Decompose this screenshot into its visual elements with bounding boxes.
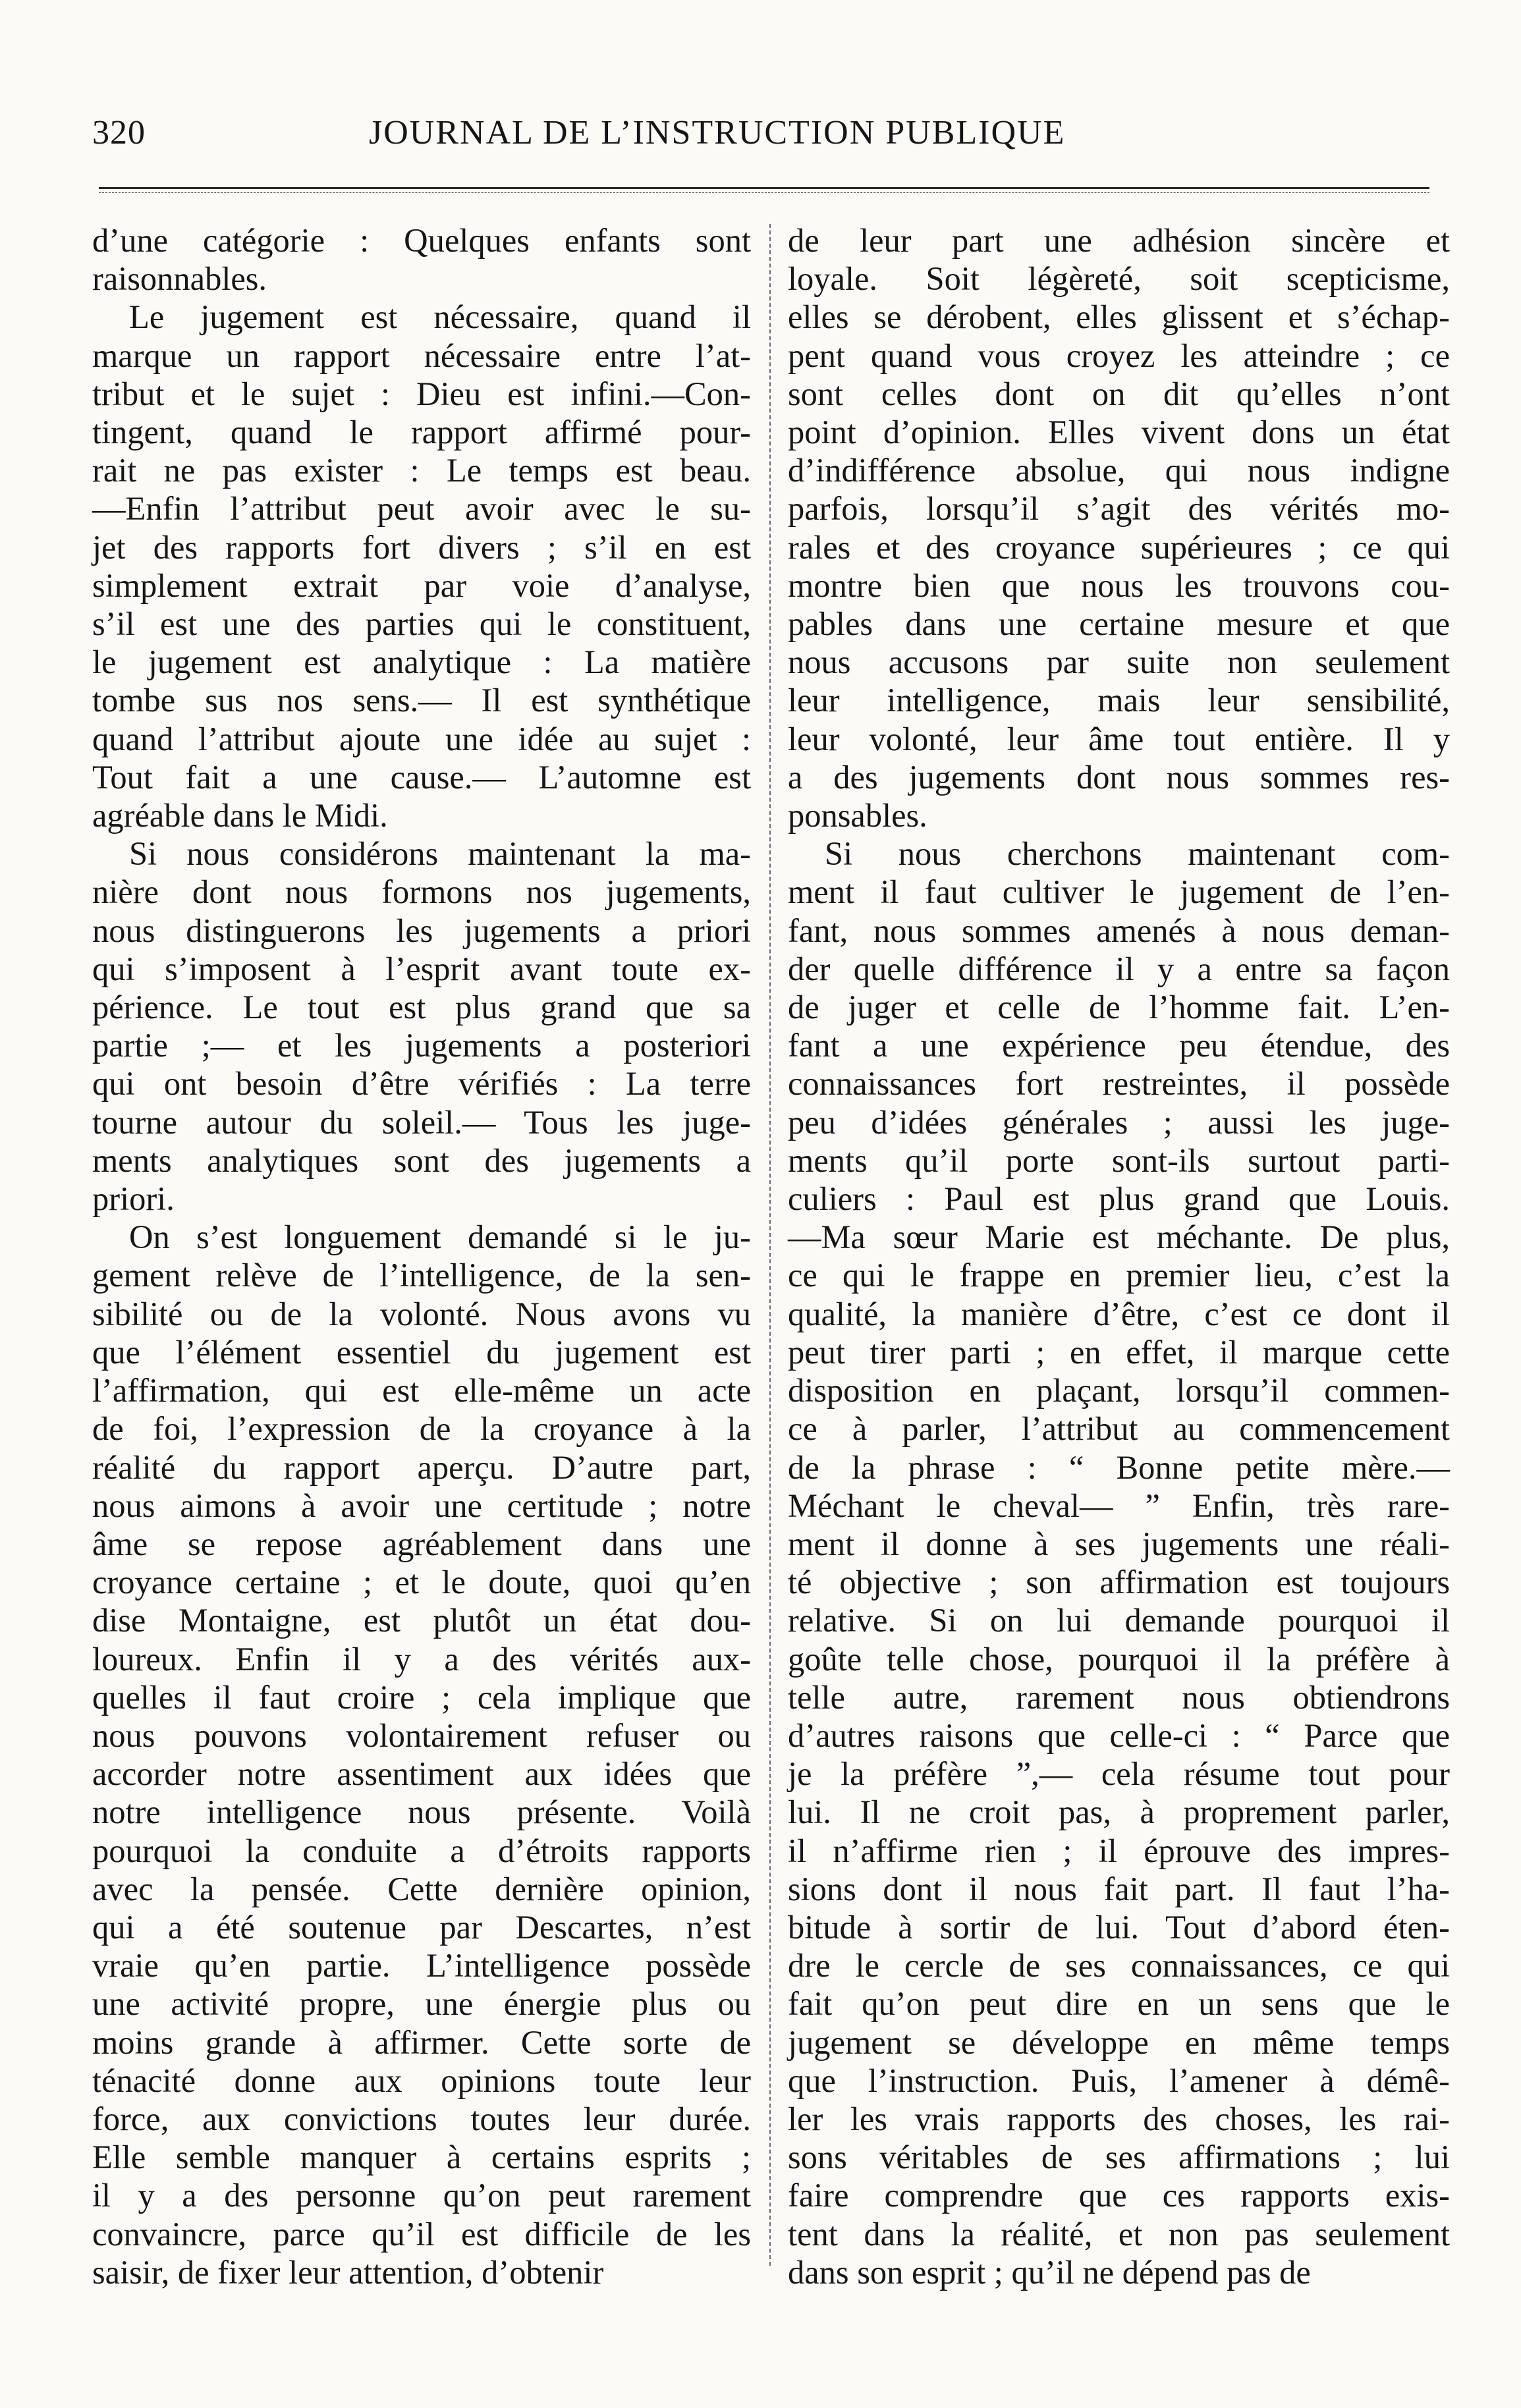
text-line: ce qui le frappe en premier lieu, c’est la [788, 1257, 1450, 1294]
text-line: accorder notre assentiment aux idées que [92, 1755, 751, 1793]
text-line: qui a été soutenue par Descartes, n’est [92, 1908, 751, 1946]
text-line: On s’est longuement demandé si le ju- [129, 1218, 751, 1256]
text-line: d’une catégorie : Quelques enfants sont [92, 222, 751, 259]
text-line: ments analytiques sont des jugements a [92, 1141, 751, 1179]
text-line: loureux. Enfin il y a des vérités aux- [92, 1640, 751, 1678]
text-line: culiers : Paul est plus grand que Louis. [788, 1180, 1450, 1218]
text-line: nous distinguerons les jugements a priori [92, 912, 751, 949]
text-line: sibilité ou de la volonté. Nous avons vu [92, 1295, 751, 1332]
text-line: ténacité donne aux opinions toute leur [92, 2062, 751, 2099]
text-line: Elle semble manquer à certains esprits ; [92, 2139, 751, 2176]
text-line: saisir, de fixer leur attention, d’obtenir [92, 2253, 604, 2291]
left-column [92, 221, 751, 2291]
text-line: réalité du rapport aperçu. D’autre part, [92, 1448, 751, 1486]
text-line: nous aimons à avoir une certitude ; notre [92, 1487, 751, 1524]
text-line: nière dont nous formons nos jugements, [92, 873, 751, 911]
text-line: périence. Le tout est plus grand que sa [92, 989, 751, 1026]
text-line: ments qu’il porte sont-ils surtout parti- [788, 1141, 1450, 1179]
text-line: convaincre, parce qu’il est difficile de les [92, 2215, 751, 2253]
text-line: pables dans une certaine mesure et que [788, 605, 1450, 643]
text-line: parfois, lorsqu’il s’agit des vérités mo- [788, 490, 1450, 528]
text-line: bitude à sortir de lui. Tout d’abord éten- [788, 1908, 1450, 1946]
text-line: de juger et celle de l’homme fait. L’en- [788, 989, 1450, 1026]
text-line: tribut et le sujet : Dieu est infini.—Con- [92, 375, 751, 412]
text-line: qui s’imposent à l’esprit avant toute ex- [92, 950, 751, 987]
text-line: il n’affirme rien ; il éprouve des impres- [788, 1832, 1450, 1869]
text-line: ponsables. [788, 797, 927, 835]
text-line: fant, nous sommes amenés à nous deman- [788, 912, 1450, 949]
text-line: der quelle différence il y a entre sa façon [788, 950, 1450, 987]
text-line: je la préfère ”,— cela résume tout pour [788, 1755, 1450, 1793]
text-line: simplement extrait par voie d’analyse, [92, 566, 751, 604]
text-line: avec la pensée. Cette dernière opinion, [92, 1870, 751, 1907]
text-line: il y a des personne qu’on peut rarement [92, 2177, 751, 2214]
text-line: leur volonté, leur âme tout entière. Il y [788, 720, 1450, 757]
text-line: a des jugements dont nous sommes res- [788, 758, 1450, 796]
text-line: rait ne pas exister : Le temps est beau. [92, 452, 751, 489]
text-line: croyance certaine ; et le doute, quoi qu’en [92, 1564, 751, 1601]
text-line: connaissances fort restreintes, il possède [788, 1065, 1450, 1103]
text-line: quand l’attribut ajoute une idée au sujet : [92, 720, 751, 757]
text-line: elles se dérobent, elles glissent et s’échap- [788, 298, 1450, 336]
text-line: montre bien que nous les trouvons cou- [788, 566, 1450, 604]
column-divider [769, 224, 771, 2266]
text-line: sions dont il nous fait part. Il faut l’ha- [788, 1870, 1450, 1907]
text-line: té objective ; son affirmation est toujours [788, 1564, 1450, 1601]
text-line: point d’opinion. Elles vivent dons un état [788, 414, 1450, 451]
text-line: pourquoi la conduite a d’étroits rapports [92, 1832, 751, 1869]
text-line: tent dans la réalité, et non pas seulement [788, 2215, 1450, 2253]
text-line: sons véritables de ses affirmations ; lui [788, 2139, 1450, 2176]
text-line: Tout fait a une cause.— L’automne est [92, 758, 751, 796]
text-line: fait qu’on peut dire en un sens que le [788, 1985, 1450, 2023]
page-number: 320 [92, 114, 146, 151]
text-line: tingent, quand le rapport affirmé pour- [92, 414, 751, 451]
text-line: raisonnables. [92, 260, 267, 298]
text-line: relative. Si on lui demande pourquoi il [788, 1602, 1450, 1639]
text-line: marque un rapport nécessaire entre l’at- [92, 337, 751, 374]
text-line: dre le cercle de ses connaissances, ce qui [788, 1947, 1450, 1984]
text-line: disposition en plaçant, lorsqu’il commen- [788, 1372, 1450, 1409]
text-line: moins grande à affirmer. Cette sorte de [92, 2023, 751, 2061]
running-head: JOURNAL DE L’INSTRUCTION PUBLIQUE [369, 114, 1066, 151]
text-line: nous accusons par suite non seulement [788, 643, 1450, 681]
text-line: dise Montaigne, est plutôt un état dou- [92, 1602, 751, 1639]
text-line: ment il donne à ses jugements une réali- [788, 1525, 1450, 1562]
text-line: une activité propre, une énergie plus ou [92, 1985, 751, 2023]
text-line: de la phrase : “ Bonne petite mère.— [788, 1448, 1450, 1486]
text-line: s’il est une des parties qui le constituent, [92, 605, 751, 643]
text-line: Méchant le cheval— ” Enfin, très rare- [788, 1487, 1450, 1524]
text-line: tourne autour du soleil.— Tous les juge- [92, 1103, 751, 1141]
header-rule-secondary [99, 192, 1429, 193]
text-line: ment il faut cultiver le jugement de l’en- [788, 873, 1450, 911]
text-line: tombe sus nos sens.— Il est synthétique [92, 682, 751, 719]
text-line: priori. [92, 1180, 175, 1218]
text-line: peu d’idées générales ; aussi les juge- [788, 1103, 1450, 1141]
text-line: l’affirmation, qui est elle-même un acte [92, 1372, 751, 1409]
text-line: qualité, la manière d’être, c’est ce dont il [788, 1295, 1450, 1332]
text-line: gement relève de l’intelligence, de la sen- [92, 1257, 751, 1294]
right-column [788, 221, 1450, 2291]
text-line: ler les vrais rapports des choses, les rai- [788, 2100, 1450, 2137]
text-line: pent quand vous croyez les atteindre ; ce [788, 337, 1450, 374]
text-line: nous pouvons volontairement refuser ou [92, 1716, 751, 1754]
text-line: lui. Il ne croit pas, à proprement parler, [788, 1793, 1450, 1831]
text-line: rales et des croyance supérieures ; ce qui [788, 528, 1450, 566]
text-line: peut tirer parti ; en effet, il marque cette [788, 1333, 1450, 1371]
text-line: de leur part une adhésion sincère et [788, 222, 1450, 259]
text-line: —Ma sœur Marie est méchante. De plus, [788, 1218, 1450, 1256]
text-line: faire comprendre que ces rapports exis- [788, 2177, 1450, 2214]
text-line: vraie qu’en partie. L’intelligence possède [92, 1947, 751, 1984]
text-line: que l’élément essentiel du jugement est [92, 1333, 751, 1371]
text-line: d’autres raisons que celle-ci : “ Parce que [788, 1716, 1450, 1754]
text-line: dans son esprit ; qu’il ne dépend pas de [788, 2253, 1311, 2291]
text-line: loyale. Soit légèreté, soit scepticisme, [788, 260, 1450, 298]
text-line: notre intelligence nous présente. Voilà [92, 1793, 751, 1831]
text-line: d’indifférence absolue, qui nous indigne [788, 452, 1450, 489]
text-line: de foi, l’expression de la croyance à la [92, 1410, 751, 1448]
text-line: agréable dans le Midi. [92, 797, 388, 835]
text-line: Si nous cherchons maintenant com- [825, 835, 1450, 873]
text-line: Le jugement est nécessaire, quand il [129, 298, 751, 336]
text-line: âme se repose agréablement dans une [92, 1525, 751, 1562]
header-rule [99, 187, 1429, 189]
text-line: goûte telle chose, pourquoi il la préfère à [788, 1640, 1450, 1678]
text-line: —Enfin l’attribut peut avoir avec le su- [92, 490, 751, 528]
text-line: fant a une expérience peu étendue, des [788, 1027, 1450, 1064]
text-line: telle autre, rarement nous obtiendrons [788, 1678, 1450, 1716]
text-line: quelles il faut croire ; cela implique que [92, 1678, 751, 1716]
text-line: qui ont besoin d’être vérifiés : La terre [92, 1065, 751, 1103]
text-line: jugement se développe en même temps [788, 2023, 1450, 2061]
text-line: ce à parler, l’attribut au commencement [788, 1410, 1450, 1448]
text-line: Si nous considérons maintenant la ma- [129, 835, 751, 873]
text-line: force, aux convictions toutes leur durée. [92, 2100, 751, 2137]
text-line: partie ;— et les jugements a posteriori [92, 1027, 751, 1064]
text-line: le jugement est analytique : La matière [92, 643, 751, 681]
text-line: sont celles dont on dit qu’elles n’ont [788, 375, 1450, 412]
text-line: jet des rapports fort divers ; s’il en est [92, 528, 751, 566]
text-line: que l’instruction. Puis, l’amener à démê- [788, 2062, 1450, 2099]
text-line: leur intelligence, mais leur sensibilité, [788, 682, 1450, 719]
